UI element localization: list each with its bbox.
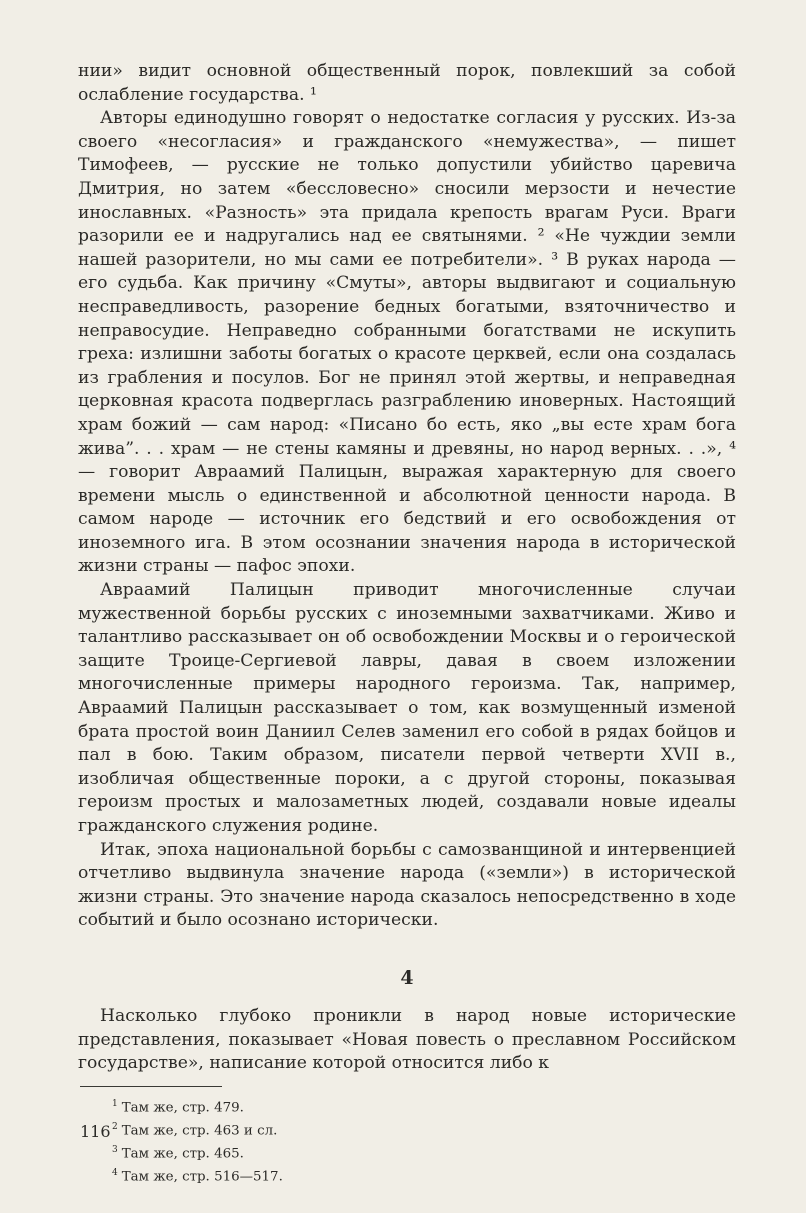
section-number: 4 bbox=[400, 966, 414, 989]
footnote-text: Там же, стр. 479. bbox=[121, 1100, 244, 1116]
footnote-divider bbox=[80, 1086, 222, 1087]
page-number: 116 bbox=[80, 1122, 111, 1141]
footnote bbox=[112, 1141, 736, 1164]
footnote bbox=[112, 1164, 736, 1187]
footnote-mark: 4 bbox=[112, 1167, 118, 1178]
footnote-text: Там же, стр. 516—517. bbox=[121, 1169, 283, 1185]
footnote-mark: 2 bbox=[112, 1121, 118, 1132]
footnote-text: Там же, стр. 465. bbox=[121, 1146, 244, 1162]
footnote bbox=[112, 1095, 736, 1118]
paragraph: Авраамий Палицын приводит многочисленные случаи мужественной борьбы русских с иноземными захватчиками. Живо и талантливо рассказывает он об освобождении Москвы и о героической защите Троице-Сергиевой лавры, давая в своем изложении многочисленные примеры народного героизма. Так, например, Авраамий Палицын рассказывает о том, как возмущенный изменой брата простой воин Даниил Селев заменил его собой в рядах бойцов и пал в бою. Таким образом, писатели первой четверти XVII в., изобличая общественные пороки, а с другой стороны, показывая героизм простых и малозаметных людей, создавали новые идеалы гражданского служения родине. bbox=[78, 580, 736, 836]
footnote-mark: 3 bbox=[112, 1144, 118, 1155]
main-text bbox=[78, 60, 736, 1076]
footnote-text: Там же, стр. 463 и сл. bbox=[121, 1123, 278, 1139]
footnotes bbox=[78, 1095, 736, 1187]
footnote bbox=[112, 1118, 736, 1141]
paragraph-continued: нии» видит основной общественный порок, повлекший за собой ослабление государства. ¹ bbox=[78, 61, 736, 105]
paragraph: Итак, эпоха национальной борьбы с самозванщиной и интервенцией отчетливо выдвинула значение народа («земли») в исторической жизни страны. Это значение народа сказалось непосредственно в ходе событий и было осознано исторически. bbox=[78, 839, 736, 931]
section-paragraph: Насколько глубоко проникли в народ новые исторические представления, показывает «Новая повесть о преславном Российском государстве», написание которой относится либо к bbox=[78, 1005, 736, 1074]
footnote-mark: 1 bbox=[112, 1098, 118, 1109]
paragraph: Авторы единодушно говорят о недостатке согласия у русских. Из-за своего «несогласия» и гражданского «немужества», — пишет Тимофеев, — русские не только допустили убийство царевича Дмитрия, но затем «бессловесно» сносили мерзости и нечестие инославных. «Разность» эта придала крепость врагам Руси. Враги разорили ее и надругались над ее святынями. ² «Не чуждии земли нашей разорители, но мы сами ее потребители». ³ В руках народа — его судьба. Как причину «Смуты», авторы выдвигают и социальную несправедливость, разорение бедных богатыми, взяточничество и неправосудие. Неправедно собранными богатствами не искупить греха: излишни заботы богатых о красоте церквей, если она создалась из грабления и посулов. Бог не принял этой жертвы, и неправедная церковная красота подверглась разграблению иноверных. Настоящий храм божий — сам народ: «Писано бо есть, яко „вы есте храм бога жива”. . . храм — не стены камяны и древяны, но народ верных. . .», ⁴ — говорит Авраамий Палицын, выражая характерную для своего времени мысль о единственной и абсолютной ценности народа. В самом народе — источник его бедствий и его освобождения от иноземного ига. В этом осознании значения народа в исторической жизни страны — пафос эпохи. bbox=[78, 108, 736, 577]
